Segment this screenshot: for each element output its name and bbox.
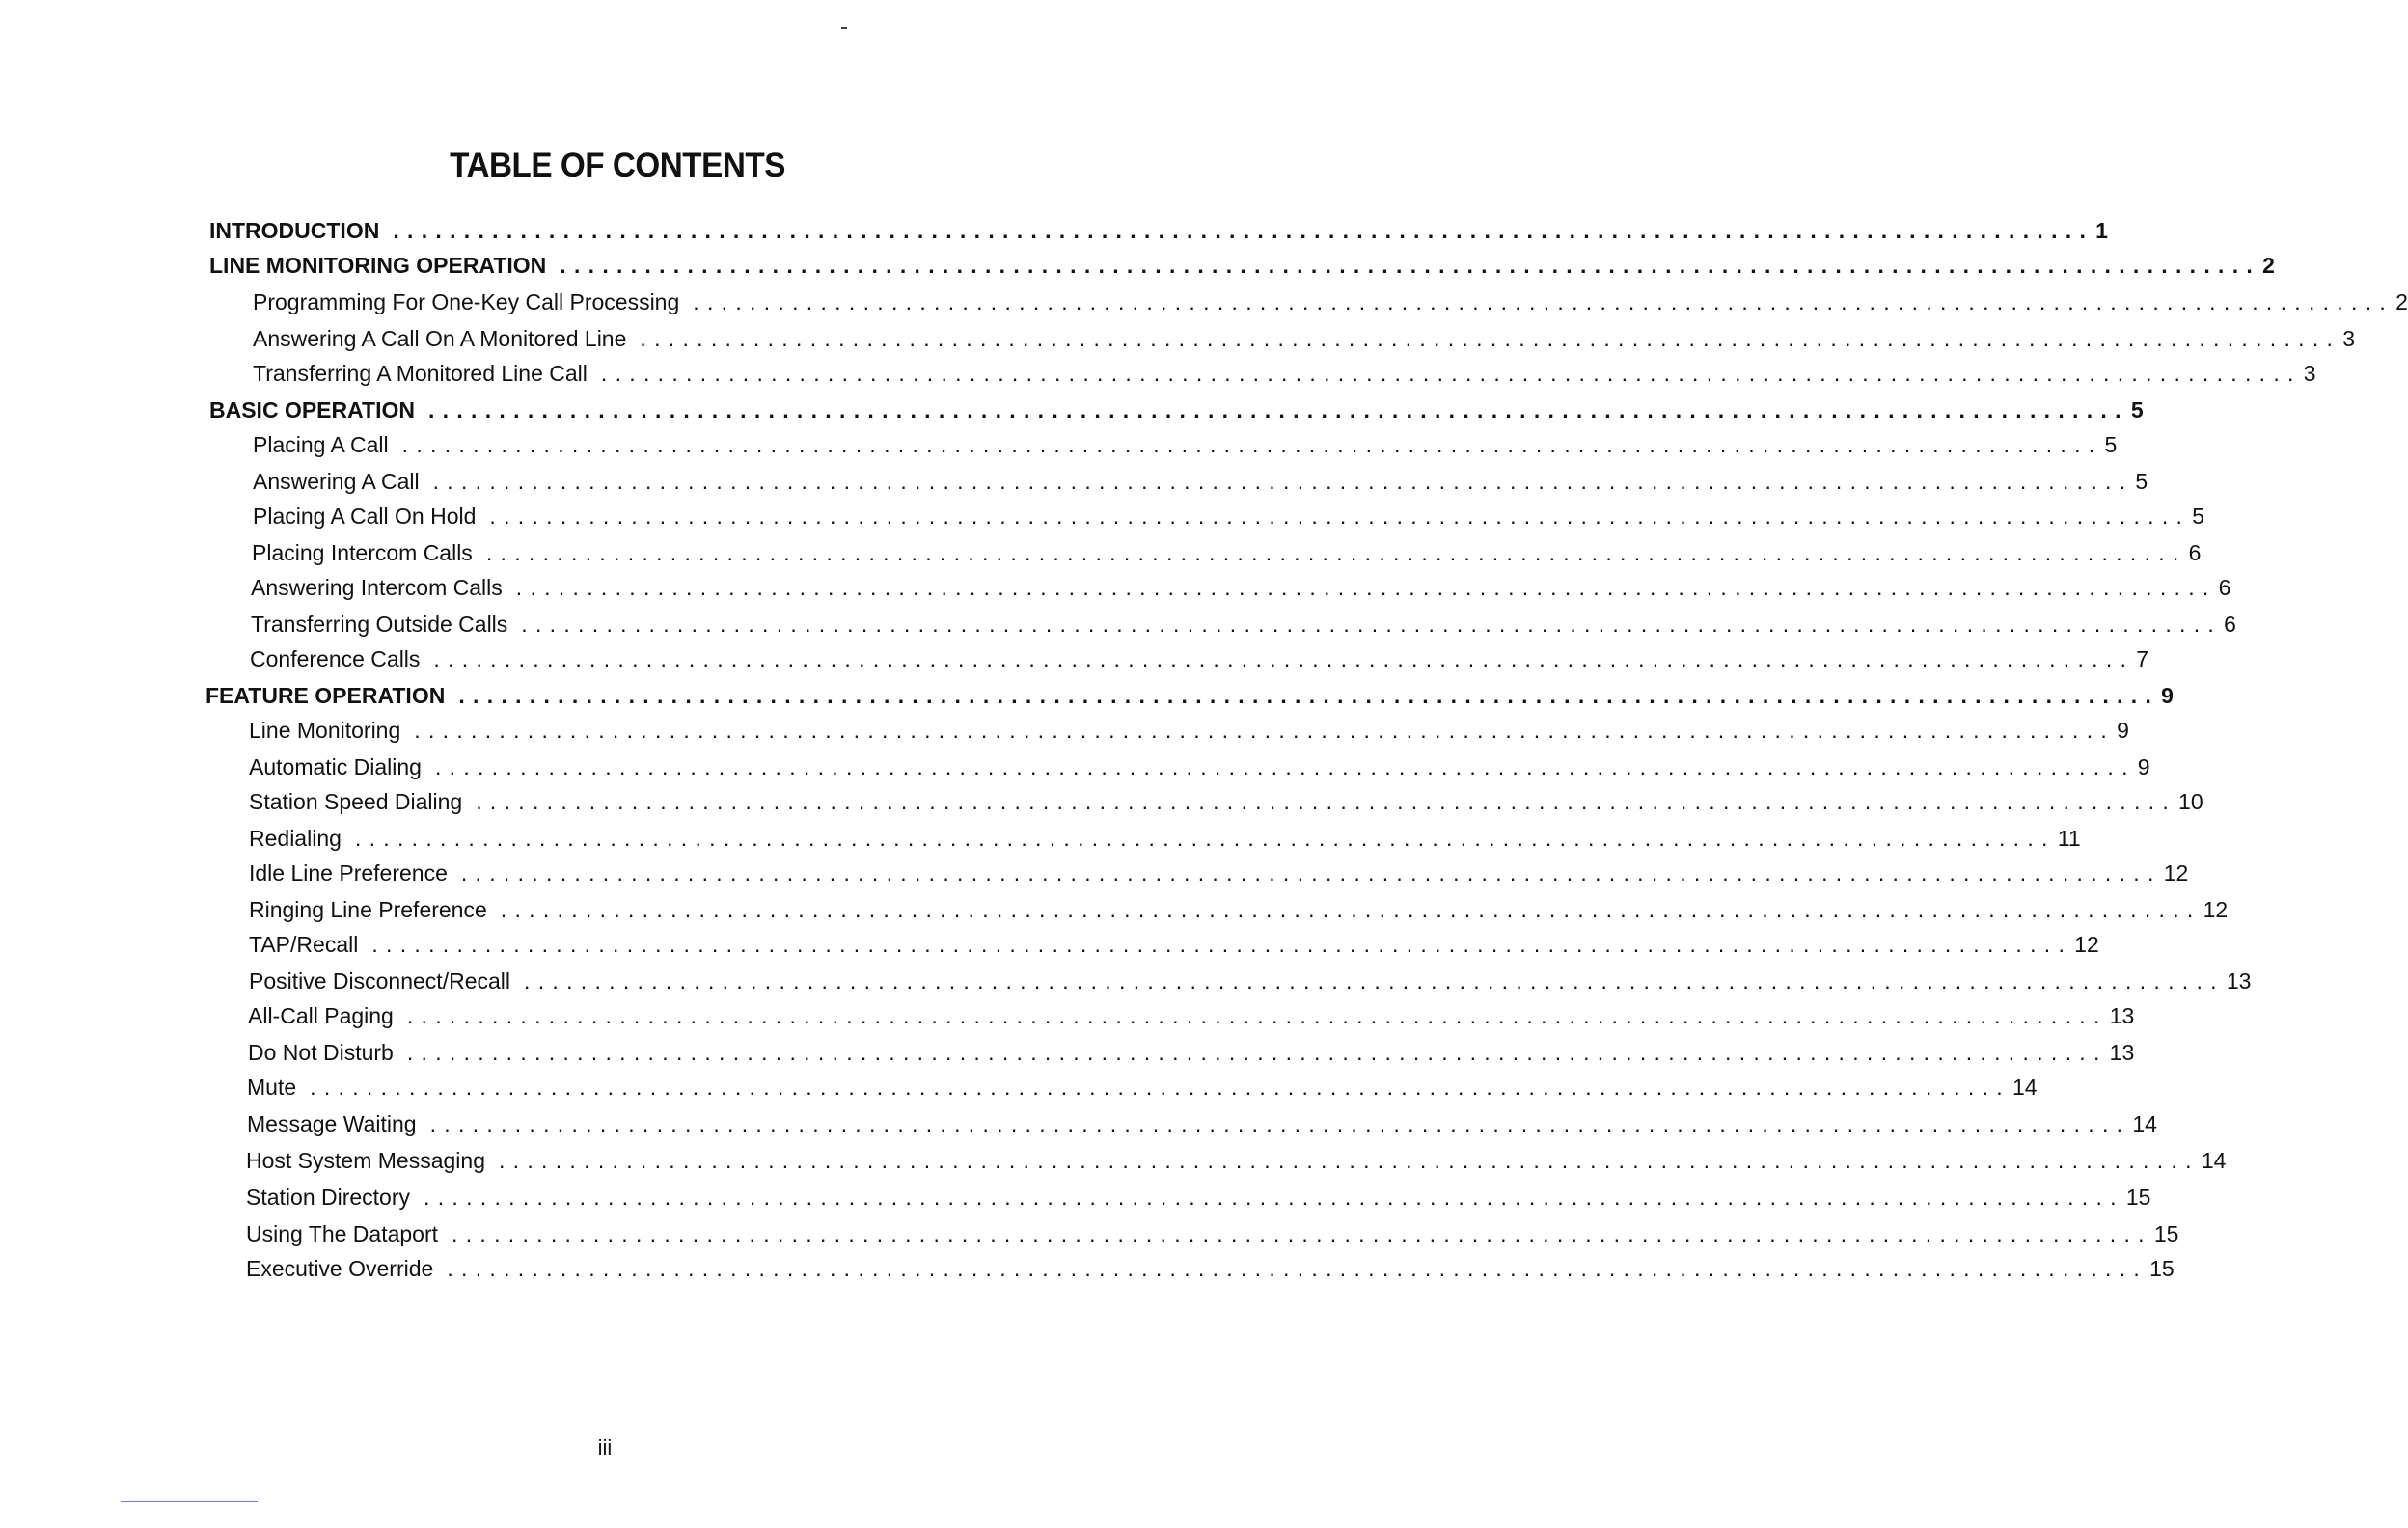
toc-entry-label: Programming For One-Key Call Processing xyxy=(253,289,680,314)
toc-subsection-entry xyxy=(250,646,2149,683)
toc-entry-label: Answering Intercom Calls xyxy=(251,575,503,600)
toc-entry-label: Conference Calls xyxy=(250,646,421,671)
toc-dot-leader: ........................................................................................................................ xyxy=(406,1040,2108,1065)
toc-entry-page-number: 15 xyxy=(2149,1256,2175,1281)
toc-subsection-entry xyxy=(252,540,2202,577)
toc-entry-page-number: 12 xyxy=(2074,932,2099,957)
page-number-footer: iii xyxy=(597,1435,613,1460)
toc-dot-leader: ........................................................................................................................ xyxy=(485,540,2187,565)
toc-entry-label: INTRODUCTION xyxy=(209,218,380,243)
toc-dot-leader: ........................................................................................................................ xyxy=(401,432,2103,457)
toc-subsection-entry xyxy=(251,575,2231,612)
toc-dot-leader: ........................................................................................................................ xyxy=(371,932,2073,957)
toc-dot-leader: ........................................................................................................................ xyxy=(524,969,2225,994)
toc-dot-leader: ........................................................................................................................ xyxy=(427,397,2129,423)
toc-entry-page-number: 15 xyxy=(2125,1185,2151,1210)
toc-entry-page-number: 11 xyxy=(2057,826,2081,851)
toc-subsection-entry xyxy=(249,860,2189,897)
toc-dot-leader: ........................................................................................................................ xyxy=(433,646,2135,671)
toc-dot-leader: ........................................................................................................................ xyxy=(498,1148,2200,1173)
toc-entry-label: Answering A Call On A Monitored Line xyxy=(253,326,627,351)
toc-entry-label: Idle Line Preference xyxy=(249,860,448,886)
toc-entry-label: Ringing Line Preference xyxy=(249,897,487,922)
toc-entry-page-number: 9 xyxy=(2137,754,2150,779)
toc-subsection-entry xyxy=(249,826,2081,862)
toc-subsection-entry xyxy=(249,718,2129,754)
toc-entry-page-number: 3 xyxy=(2342,326,2356,351)
toc-subsection-entry xyxy=(253,432,2118,469)
toc-entry-page-number: 15 xyxy=(2153,1221,2179,1246)
toc-entry-page-number: 5 xyxy=(2130,397,2144,423)
toc-subsection-entry xyxy=(253,326,2356,363)
toc-entry-label: Positive Disconnect/Recall xyxy=(249,969,511,994)
toc-entry-page-number: 2 xyxy=(2262,253,2275,278)
toc-entry-page-number: 14 xyxy=(2201,1148,2227,1173)
toc-subsection-entry xyxy=(249,932,2099,969)
toc-entry-page-number: 14 xyxy=(2011,1075,2038,1100)
toc-dot-leader: ........................................................................................................................ xyxy=(521,612,2223,637)
toc-dot-leader: ........................................................................................................................ xyxy=(476,789,2177,814)
toc-dot-leader: ........................................................................................................................ xyxy=(354,826,2056,851)
toc-entry-page-number: 6 xyxy=(2224,612,2236,637)
toc-dot-leader: ........................................................................................................................ xyxy=(560,253,2261,278)
toc-dot-leader: ........................................................................................................................ xyxy=(460,860,2162,886)
toc-section-entry xyxy=(209,397,2144,434)
toc-entry-label: Automatic Dialing xyxy=(249,754,422,779)
toc-dot-leader: ........................................................................................................................ xyxy=(424,1185,2124,1210)
toc-subsection-entry xyxy=(249,789,2203,826)
toc-entry-label: All-Call Paging xyxy=(248,1003,394,1028)
toc-entry-label: Host System Messaging xyxy=(246,1148,485,1173)
toc-subsection-entry xyxy=(249,969,2252,1005)
toc-entry-label: Executive Override xyxy=(246,1256,434,1281)
toc-entry-label: Placing A Call xyxy=(253,432,389,457)
toc-section-entry xyxy=(205,683,2174,720)
toc-entry-label: Mute xyxy=(247,1075,297,1100)
toc-entry-page-number: 3 xyxy=(2303,361,2316,386)
toc-subsection-entry xyxy=(251,612,2236,648)
toc-entry-label: BASIC OPERATION xyxy=(209,397,415,423)
toc-entry-page-number: 12 xyxy=(2203,897,2229,922)
toc-subsection-entry xyxy=(247,1075,2038,1111)
toc-entry-label: Line Monitoring xyxy=(249,718,401,743)
toc-entry-label: Message Waiting xyxy=(247,1111,417,1136)
toc-dot-leader: ........................................................................................................................ xyxy=(693,289,2394,314)
toc-entry-label: LINE MONITORING OPERATION xyxy=(209,253,547,278)
toc-dot-leader: ........................................................................................................................ xyxy=(458,683,2160,708)
toc-entry-page-number: 2 xyxy=(2395,289,2408,314)
toc-entry-page-number: 13 xyxy=(2109,1003,2135,1028)
toc-dot-leader: ........................................................................................................................ xyxy=(447,1256,2148,1281)
toc-dot-leader: ........................................................................................................................ xyxy=(452,1221,2152,1246)
toc-dot-leader: ........................................................................................................................ xyxy=(500,897,2202,922)
toc-entry-label: TAP/Recall xyxy=(249,932,359,957)
toc-entry-label: Transferring A Monitored Line Call xyxy=(253,361,588,386)
toc-entry-page-number: 6 xyxy=(2188,540,2202,565)
toc-entry-label: Station Directory xyxy=(246,1185,411,1210)
toc-subsection-entry xyxy=(248,1003,2135,1040)
toc-dot-leader: ........................................................................................................................ xyxy=(640,326,2341,351)
toc-dot-leader: ........................................................................................................................ xyxy=(393,218,2094,243)
toc-dot-leader: ........................................................................................................................ xyxy=(600,361,2302,386)
toc-section-entry xyxy=(209,253,2275,289)
toc-entry-label: Redialing xyxy=(249,826,342,851)
toc-entry-label: Transferring Outside Calls xyxy=(251,612,508,637)
toc-entry-page-number: 10 xyxy=(2178,789,2203,814)
toc-entry-page-number: 14 xyxy=(2132,1111,2157,1136)
toc-subsection-entry xyxy=(248,1040,2135,1077)
toc-dot-leader: ........................................................................................................................ xyxy=(432,469,2134,494)
toc-subsection-entry xyxy=(247,1111,2157,1148)
toc-entry-page-number: 5 xyxy=(2135,469,2148,494)
toc-dot-leader: ........................................................................................................................ xyxy=(414,718,2116,743)
toc-entry-page-number: 12 xyxy=(2163,860,2189,886)
toc-subsection-entry xyxy=(253,504,2205,540)
toc-entry-label: Using The Dataport xyxy=(246,1221,439,1246)
toc-entry-label: Placing A Call On Hold xyxy=(253,504,477,529)
toc-entry-page-number: 7 xyxy=(2136,646,2149,671)
toc-subsection-entry xyxy=(246,1221,2179,1258)
toc-entry-page-number: 5 xyxy=(2104,432,2118,457)
toc-dot-leader: ........................................................................................................................ xyxy=(515,575,2217,600)
toc-entry-label: FEATURE OPERATION xyxy=(205,683,446,708)
toc-entry-page-number: 1 xyxy=(2095,218,2108,243)
toc-entry-label: Do Not Disturb xyxy=(248,1040,394,1065)
toc-entry-page-number: 6 xyxy=(2218,575,2231,600)
toc-entry-label: Placing Intercom Calls xyxy=(252,540,473,565)
toc-subsection-entry xyxy=(249,897,2229,934)
toc-subsection-entry xyxy=(249,754,2150,791)
toc-subsection-entry xyxy=(246,1148,2227,1185)
toc-entry-page-number: 13 xyxy=(2109,1040,2135,1065)
toc-entry-page-number: 13 xyxy=(2226,969,2252,994)
toc-subsection-entry xyxy=(253,469,2148,505)
toc-dot-leader: ........................................................................................................................ xyxy=(489,504,2191,529)
toc-dot-leader: ........................................................................................................................ xyxy=(429,1111,2131,1136)
toc-entry-label: Answering A Call xyxy=(253,469,420,494)
toc-entry-page-number: 5 xyxy=(2192,504,2205,529)
toc-entry-page-number: 9 xyxy=(2117,718,2129,743)
toc-dot-leader: ........................................................................................................................ xyxy=(406,1003,2108,1028)
page-title: TABLE OF CONTENTS xyxy=(450,147,785,184)
toc-subsection-entry xyxy=(246,1185,2151,1221)
scan-speck xyxy=(841,27,847,29)
toc-subsection-entry xyxy=(246,1256,2175,1293)
toc-entry-page-number: 9 xyxy=(2161,683,2174,708)
toc-entry-label: Station Speed Dialing xyxy=(249,789,463,814)
footer-rule xyxy=(121,1501,258,1502)
toc-dot-leader: ........................................................................................................................ xyxy=(434,754,2136,779)
toc-dot-leader: ........................................................................................................................ xyxy=(310,1075,2011,1100)
toc-subsection-entry xyxy=(253,361,2316,397)
toc-subsection-entry xyxy=(253,289,2408,326)
toc-section-entry xyxy=(209,218,2108,255)
